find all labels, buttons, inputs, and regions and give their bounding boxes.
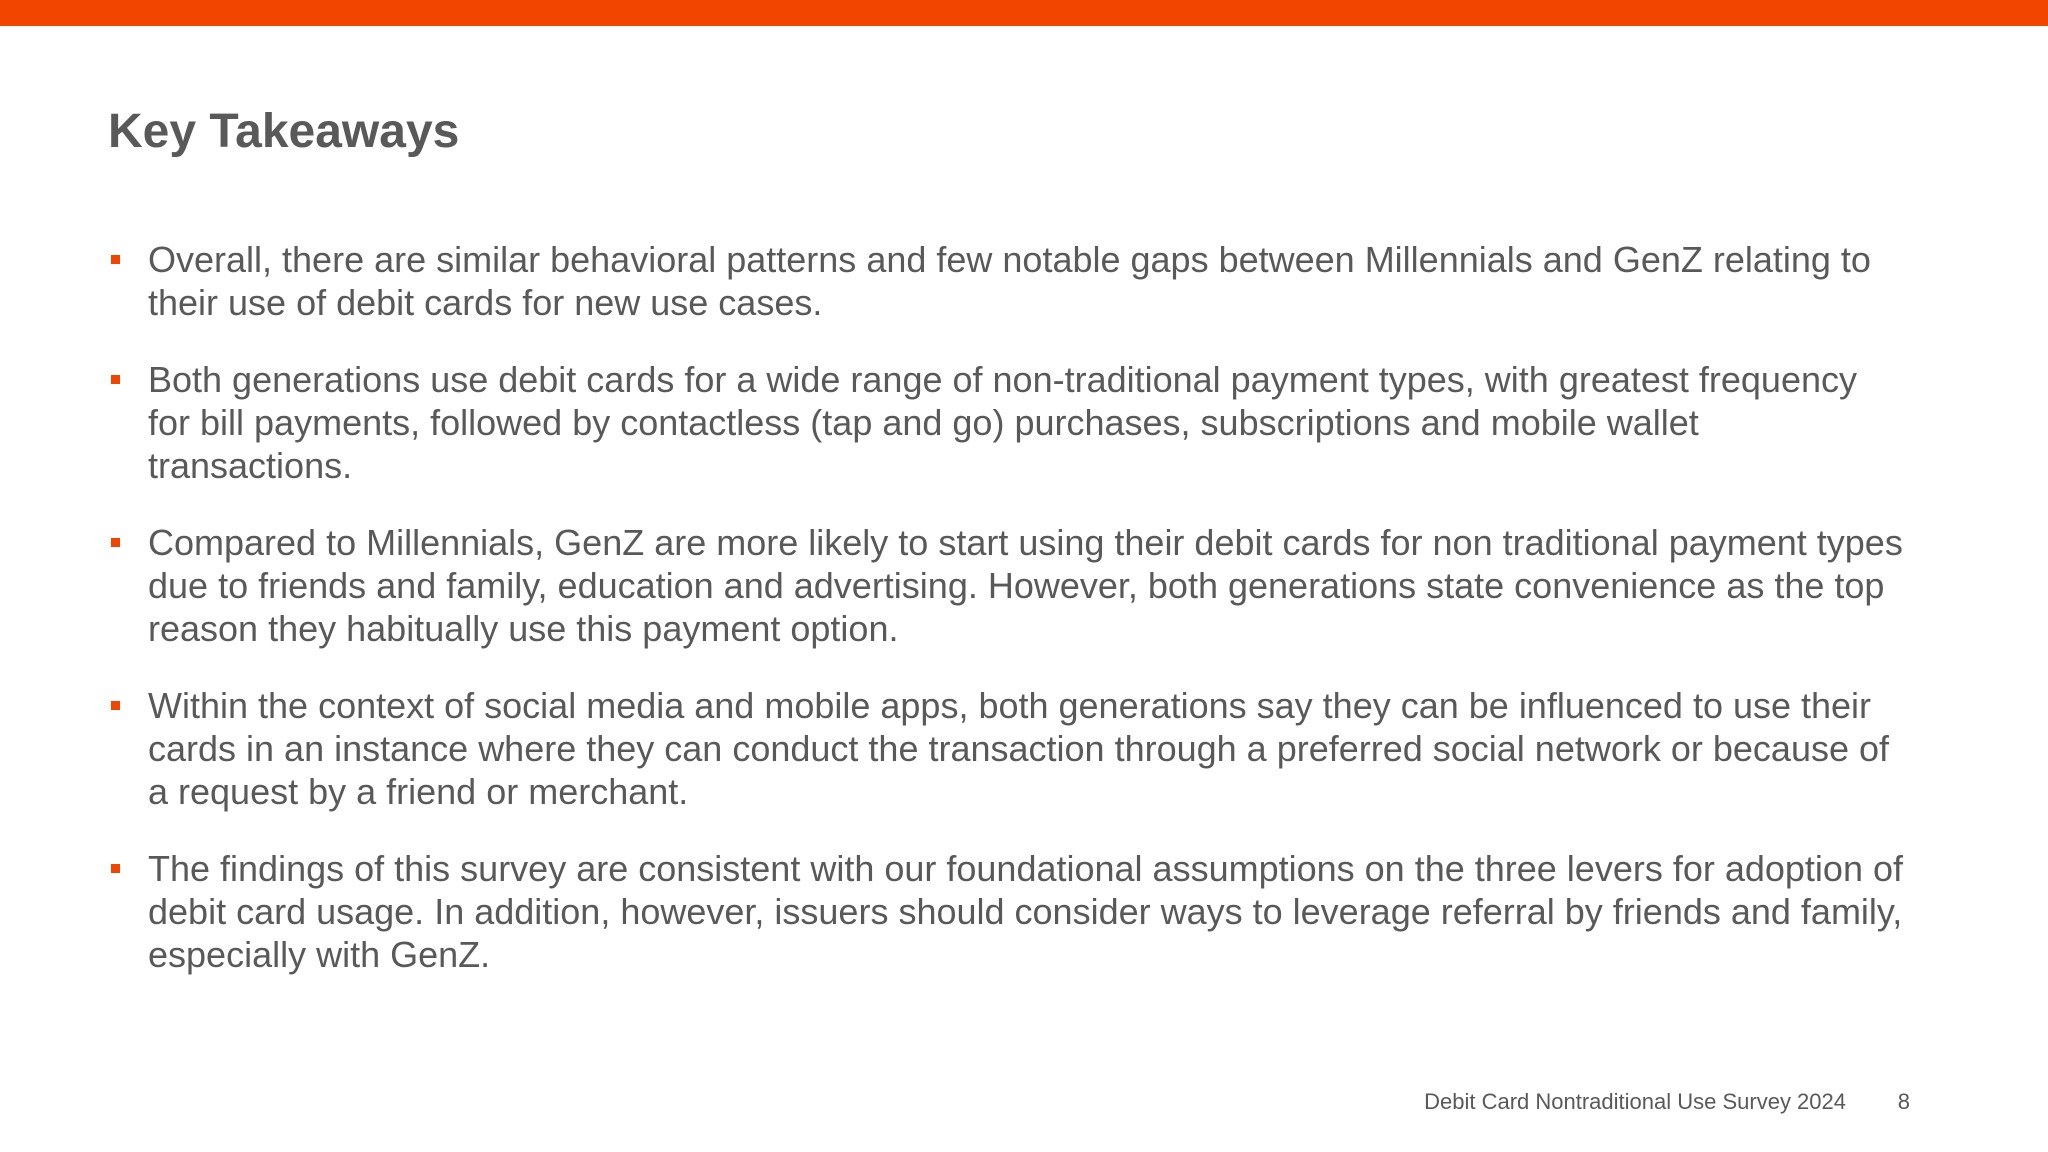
square-bullet-icon [111,255,120,264]
takeaway-item [108,847,1908,976]
takeaway-text: The findings of this survey are consistent with our foundational assumptions on the three levers for adoption of debit card usage. In addition, however, issuers should consider ways to leverage referral by friends and family, especially with GenZ. [148,848,1903,975]
top-accent-bar [0,0,2048,26]
square-bullet-icon [111,701,120,710]
square-bullet-icon [111,538,120,547]
takeaway-text: Both generations use debit cards for a wide range of non-traditional payment types, with greatest frequency for bill payments, followed by contactless (tap and go) purchases, subscriptions and mobile wallet transactions. [148,359,1857,486]
takeaway-text: Overall, there are similar behavioral patterns and few notable gaps between Millennials and GenZ relating to their use of debit cards for new use cases. [148,239,1871,323]
square-bullet-icon [111,864,120,873]
takeaway-item [108,238,1908,324]
slide-title: Key Takeaways [108,105,460,158]
takeaway-text: Compared to Millennials, GenZ are more likely to start using their debit cards for non traditional payment types due to friends and family, education and advertising. However, both generations state convenience as the top reason they habitually use this payment option. [148,522,1903,649]
takeaway-item [108,684,1908,813]
takeaways-list [108,238,1908,976]
footer-survey-name: Debit Card Nontraditional Use Survey 2024 [1424,1089,1846,1114]
page-number: 8 [1897,1089,1910,1114]
square-bullet-icon [111,375,120,384]
takeaway-text: Within the context of social media and mobile apps, both generations say they can be influenced to use their cards in an instance where they can conduct the transaction through a preferred social network or because of a request by a friend or merchant. [148,685,1890,812]
takeaway-item [108,521,1908,650]
takeaway-item [108,358,1908,487]
